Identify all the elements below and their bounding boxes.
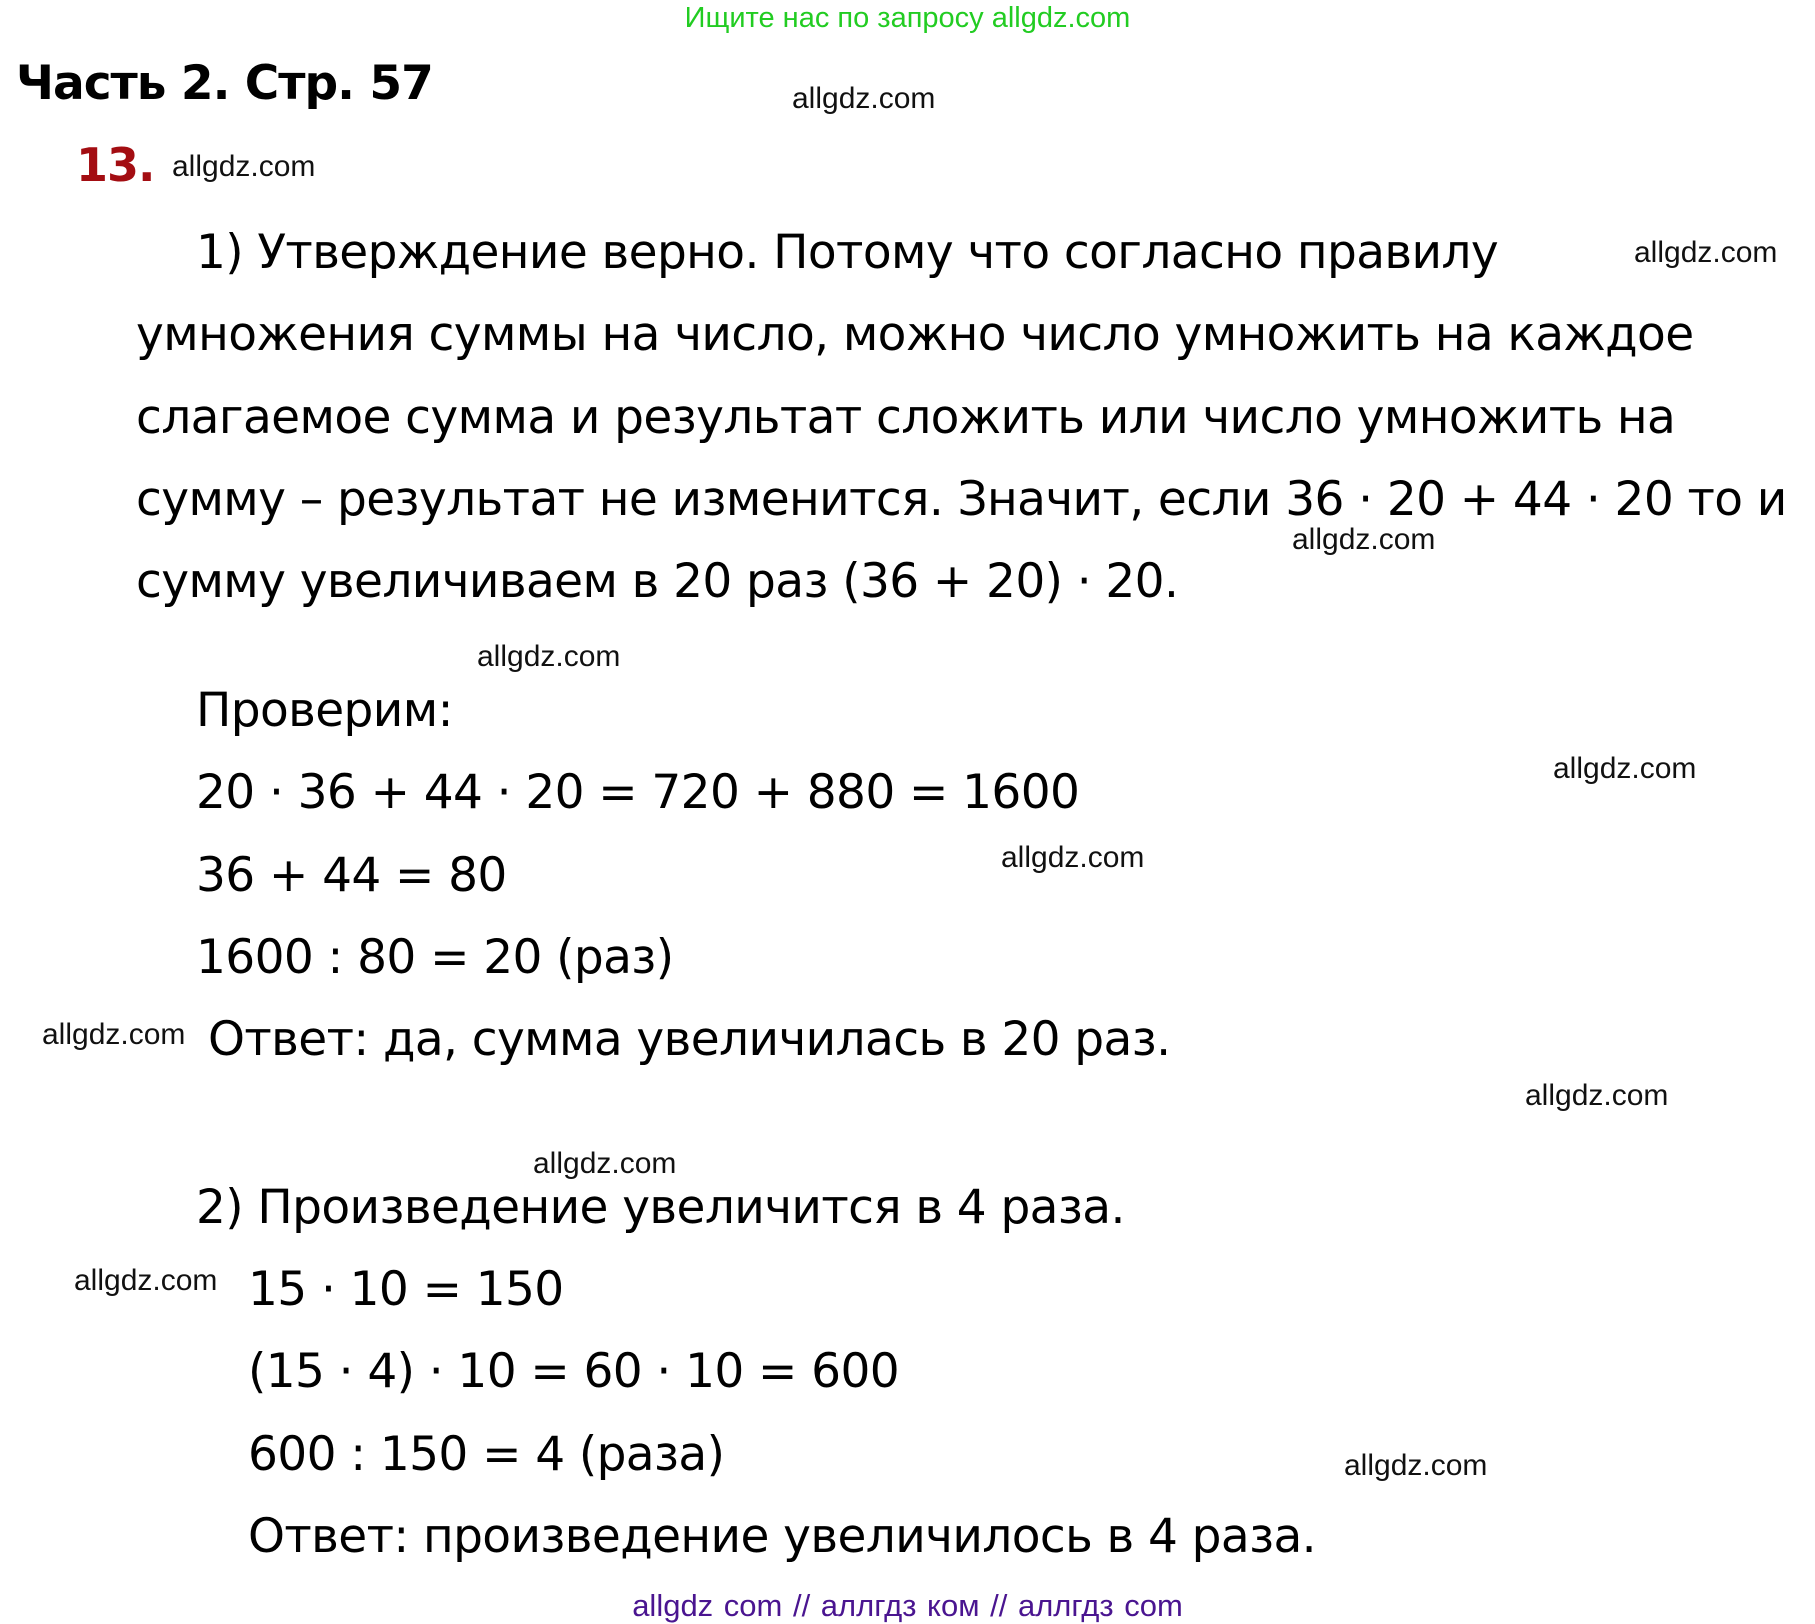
watermark: allgdz.com: [1553, 752, 1697, 785]
watermark: allgdz.com: [1344, 1449, 1488, 1482]
watermark: allgdz.com: [792, 82, 936, 115]
check-line-2: 36 + 44 = 80: [196, 848, 507, 903]
calc-line-1: 15 · 10 = 150: [248, 1262, 564, 1317]
watermark: allgdz.com: [533, 1147, 677, 1180]
watermark: allgdz.com: [74, 1264, 218, 1297]
promo-banner: Ищите нас по запросу allgdz.com: [684, 2, 1131, 34]
watermark: allgdz.com: [1634, 236, 1778, 269]
watermark: allgdz.com: [1525, 1079, 1669, 1112]
part1-line-1: 1) Утверждение верно. Потому что согласно правилу: [196, 225, 1499, 280]
part1-line-2: умножения суммы на число, можно число умножить на каждое: [136, 307, 1694, 362]
part2-answer: Ответ: произведение увеличилось в 4 раза.: [248, 1509, 1317, 1564]
part1-line-4: сумму – результат не изменится. Значит, если 36 · 20 + 44 · 20 то и: [136, 472, 1787, 527]
task-number: 13.: [76, 138, 155, 192]
watermark: allgdz.com: [1001, 841, 1145, 874]
part1-line-3: слагаемое сумма и результат сложить или число умножить на: [136, 390, 1676, 445]
footer-watermark: allgdz com // аллгдз ком // аллгдз com: [632, 1588, 1183, 1623]
calc-line-2: (15 · 4) · 10 = 60 · 10 = 600: [248, 1344, 900, 1399]
check-label: Проверим:: [196, 683, 453, 738]
watermark: allgdz.com: [477, 640, 621, 673]
check-line-1: 20 · 36 + 44 · 20 = 720 + 880 = 1600: [196, 765, 1080, 820]
watermark: allgdz.com: [42, 1018, 186, 1051]
part1-line-5: сумму увеличиваем в 20 раз (36 + 20) · 20.: [136, 554, 1179, 609]
watermark: allgdz.com: [1292, 523, 1436, 556]
part2-statement: 2) Произведение увеличится в 4 раза.: [196, 1180, 1125, 1235]
calc-line-3: 600 : 150 = 4 (раза): [248, 1427, 725, 1482]
watermark: allgdz.com: [172, 150, 316, 183]
part1-answer: Ответ: да, сумма увеличилась в 20 раз.: [208, 1012, 1171, 1067]
page-title: Часть 2. Стр. 57: [16, 56, 433, 111]
check-line-3: 1600 : 80 = 20 (раз): [196, 930, 674, 985]
